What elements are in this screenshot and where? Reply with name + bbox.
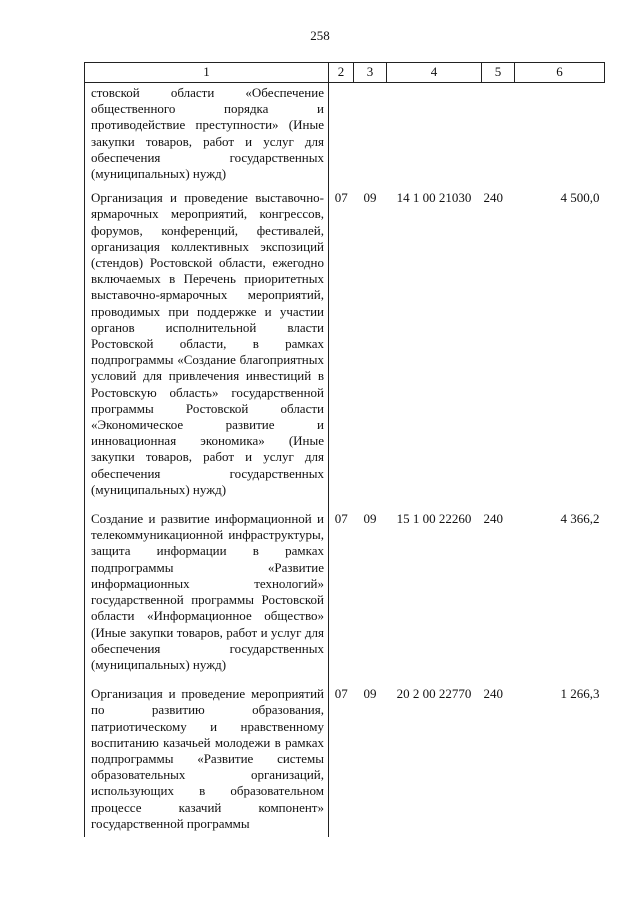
table-row <box>85 182 605 503</box>
row-subsection: 09 <box>363 190 377 206</box>
header-row <box>85 63 605 83</box>
row-expense-type: 240 <box>483 686 503 702</box>
row-expense-type <box>482 83 515 183</box>
row-subsection <box>354 83 387 183</box>
row-amount: 4 500,0 <box>560 190 600 206</box>
row-section: 07 <box>334 511 348 527</box>
header-col-5: 5 <box>482 63 515 83</box>
row-target-code: 20 2 00 22770 <box>396 686 472 702</box>
page-number: 258 <box>310 28 330 43</box>
row-expense-type: 240 <box>483 511 503 527</box>
row-amount <box>515 83 605 183</box>
header-col-3: 3 <box>354 63 387 83</box>
table-row <box>85 678 605 837</box>
budget-table <box>84 62 605 837</box>
row-section <box>329 83 354 183</box>
row-section: 07 <box>334 686 348 702</box>
row-description: стовской области «Обеспечение общественного порядка и противодействие преступности» (Иные закупки товаров, работ и услуг для обеспечения государственных (муниципальных) нужд) <box>85 83 329 183</box>
header-col-1: 1 <box>85 63 329 83</box>
row-target-code: 14 1 00 21030 <box>396 190 472 206</box>
row-target-code <box>387 83 482 183</box>
table-row <box>85 503 605 678</box>
row-amount: 4 366,2 <box>560 511 600 527</box>
row-description: Создание и развитие информационной и телекоммуникационной инфраструктуры, защита информации в рамках подпрограммы «Развитие информационных технологий» государственной программы Ростовской области «Информационное общество» (Иные закупки товаров, работ и услуг для обеспечения государственных (муниципальных) нужд) <box>85 503 329 678</box>
row-subsection: 09 <box>363 686 377 702</box>
row-description: Организация и проведение мероприятий по развитию образования, патриотическому и нравственному воспитанию казачьей молодежи в рамках подпрограммы «Развитие системы образовательных организаций, использующих в образовательном процессе казачий компонент» государственной программы <box>85 678 329 837</box>
row-subsection: 09 <box>363 511 377 527</box>
header-col-6: 6 <box>515 63 605 83</box>
table-row <box>85 83 605 183</box>
row-target-code: 15 1 00 22260 <box>396 511 472 527</box>
row-description: Организация и проведение выставочно-ярмарочных мероприятий, конгрессов, форумов, конференций, фестивалей, организация коллективных экспозиций (стендов) Ростовской области, ежегодно включаемых в Перечень приоритетных выставочно-ярмарочных мероприятий, проводимых при поддержке и участии органов исполнительной власти Ростовской области, в рамках подпрограммы «Создание благоприятных условий для привлечения инвестиций в Ростовскую область» государственной программы Ростовской области «Экономическое развитие и инновационная экономика» (Иные закупки товаров, работ и услуг для обеспечения государственных (муниципальных) нужд) <box>85 182 329 503</box>
row-amount: 1 266,3 <box>560 686 600 702</box>
row-section: 07 <box>334 190 348 206</box>
header-col-2: 2 <box>329 63 354 83</box>
row-expense-type: 240 <box>483 190 503 206</box>
header-col-4: 4 <box>387 63 482 83</box>
